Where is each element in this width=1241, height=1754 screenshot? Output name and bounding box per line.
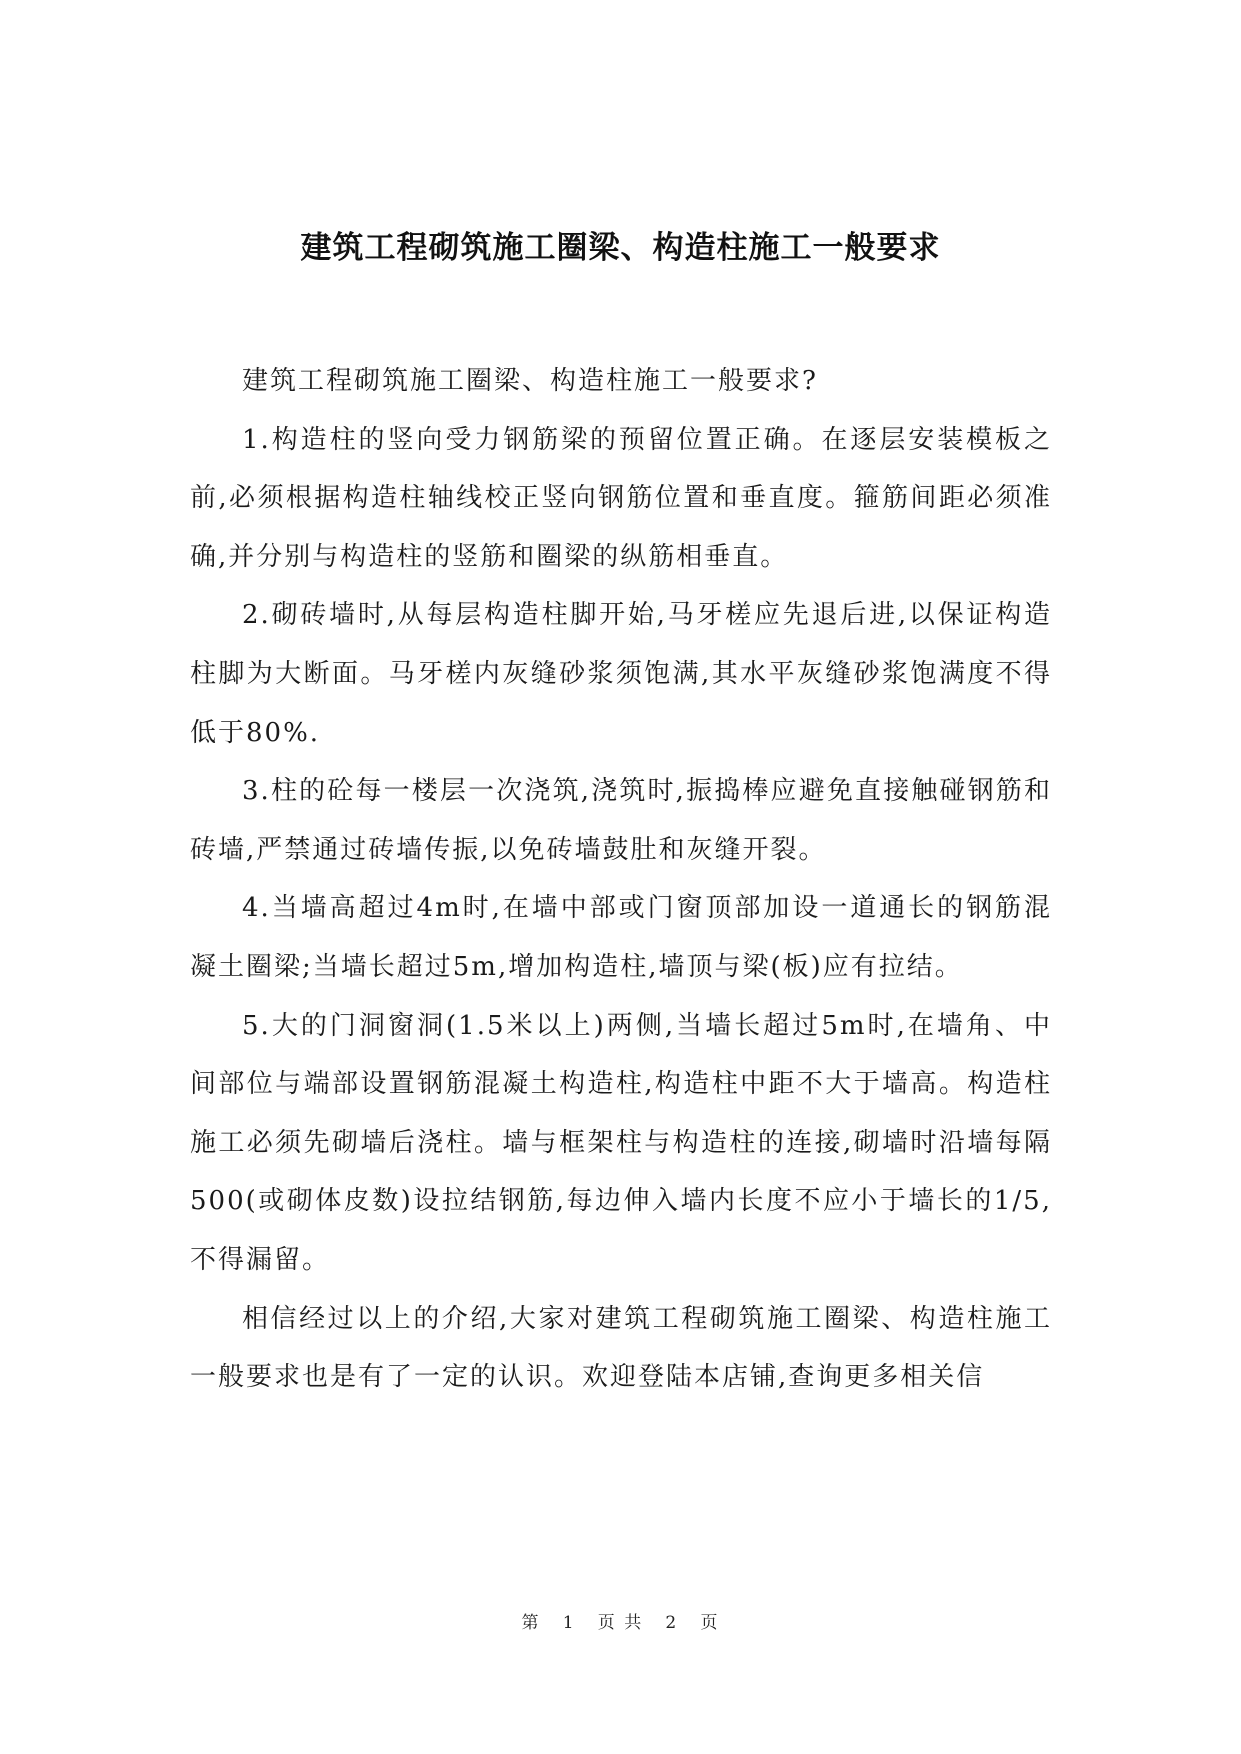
current-page-number: 1	[562, 1613, 576, 1633]
page-footer	[0, 1608, 1241, 1633]
paragraph-item-3: 3.柱的砼每一楼层一次浇筑,浇筑时,振捣棒应避免直接触碰钢筋和砖墙,严禁通过砖墙传振,以免砖墙鼓肚和灰缝开裂。	[190, 776, 1052, 865]
document-title: 建筑工程砌筑施工圈梁、构造柱施工一般要求	[300, 230, 941, 266]
footer-middle: 页 共	[597, 1613, 644, 1633]
paragraph-item-1: 1.构造柱的竖向受力钢筋梁的预留位置正确。在逐层安装模板之前,必须根据构造柱轴线校正竖向钢筋位置和垂直度。箍筋间距必须准确,并分别与构造柱的竖筋和圈梁的纵筋相垂直。	[190, 424, 1052, 572]
footer-prefix: 第	[521, 1613, 541, 1633]
document-body	[190, 352, 1052, 1407]
paragraph-item-2: 2.砌砖墙时,从每层构造柱脚开始,马牙槎应先退后进,以保证构造柱脚为大断面。马牙槎内灰缝砂浆须饱满,其水平灰缝砂浆饱满度不得低于80%.	[190, 600, 1052, 748]
intro-paragraph: 建筑工程砌筑施工圈梁、构造柱施工一般要求?	[242, 366, 818, 396]
closing-paragraph: 相信经过以上的介绍,大家对建筑工程砌筑施工圈梁、构造柱施工一般要求也是有了一定的认识。欢迎登陆本店铺,查询更多相关信	[190, 1303, 1052, 1393]
total-pages-number: 2	[665, 1613, 679, 1633]
paragraph-item-5: 5.大的门洞窗洞(1.5米以上)两侧,当墙长超过5m时,在墙角、中间部位与端部设置钢筋混凝土构造柱,构造柱中距不大于墙高。构造柱施工必须先砌墙后浇柱。墙与框架柱与构造柱的连接,砌墙时沿墙每隔500(或砌体皮数)设拉结钢筋,每边伸入墙内长度不应小于墙长的1/5,不得漏留。	[190, 1010, 1052, 1275]
paragraph-item-4: 4.当墙高超过4m时,在墙中部或门窗顶部加设一道通长的钢筋混凝土圈梁;当墙长超过5m,增加构造柱,墙顶与梁(板)应有拉结。	[190, 893, 1052, 982]
footer-suffix: 页	[700, 1613, 720, 1633]
